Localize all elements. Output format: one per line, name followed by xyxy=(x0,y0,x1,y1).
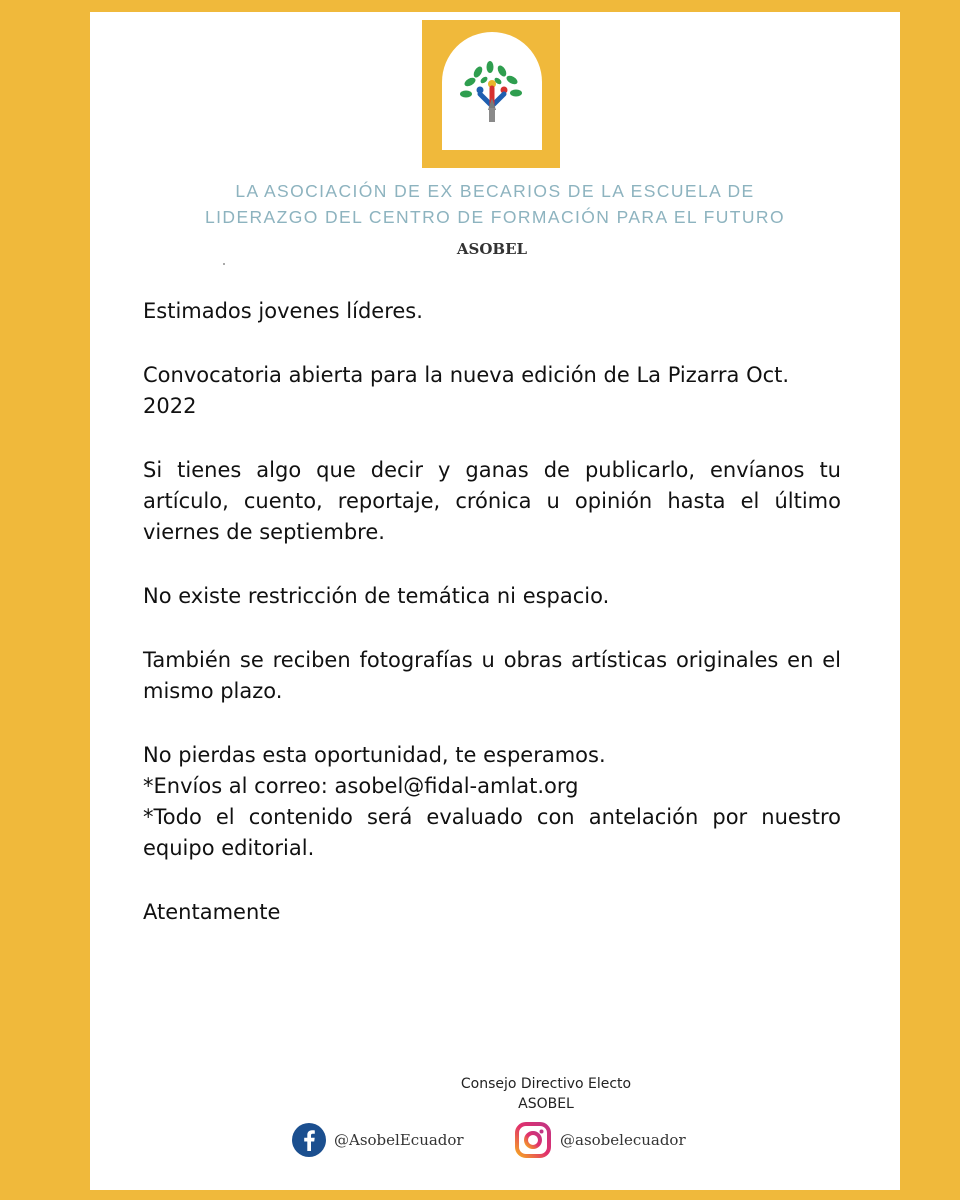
facebook-handle[interactable]: @AsobelEcuador xyxy=(334,1131,464,1149)
organization-acronym: ASOBEL xyxy=(456,240,528,258)
council-signature xyxy=(426,1074,666,1114)
signoff: Atentamente xyxy=(143,900,281,924)
organization-title-line1: LA ASOCIACIÓN DE EX BECARIOS DE LA ESCUELA DE xyxy=(235,181,755,201)
letter-page xyxy=(90,12,900,1190)
facebook-icon xyxy=(292,1123,326,1157)
email-note: *Envíos al correo: asobel@fidal-amlat.org xyxy=(143,774,579,798)
review-note: *Todo el contenido será evaluado con antelación por nuestro equipo editorial. xyxy=(143,805,841,860)
closing-line: No pierdas esta oportunidad, te esperamos. xyxy=(143,743,606,767)
organization-title-line2: LIDERAZGO DEL CENTRO DE FORMACIÓN PARA EL FUTURO xyxy=(205,207,785,227)
greeting: Estimados jovenes líderes. xyxy=(143,299,423,323)
letter-body xyxy=(143,296,841,928)
tree-people-logo-icon xyxy=(458,60,526,128)
photos-paragraph: También se reciben fotografías u obras artísticas originales en el mismo plazo. xyxy=(143,648,841,703)
council-name: Consejo Directivo Electo xyxy=(460,1076,632,1092)
call-for-submissions: Convocatoria abierta para la nueva edición de La Pizarra Oct. 2022 xyxy=(143,363,790,418)
asobel-logo xyxy=(422,20,560,168)
restriction-paragraph: No existe restricción de temática ni espacio. xyxy=(143,584,610,608)
council-org: ASOBEL xyxy=(518,1096,574,1112)
invitation-paragraph: Si tienes algo que decir y ganas de publicarlo, envíanos tu artículo, cuento, reportaje, crónica u opinión hasta el último viernes de septiembre. xyxy=(143,458,841,544)
facebook-link[interactable] xyxy=(292,1122,464,1158)
instagram-handle[interactable]: @asobelecuador xyxy=(560,1131,686,1149)
instagram-link[interactable] xyxy=(514,1122,686,1158)
organization-title xyxy=(110,178,880,230)
instagram-icon xyxy=(514,1121,552,1159)
